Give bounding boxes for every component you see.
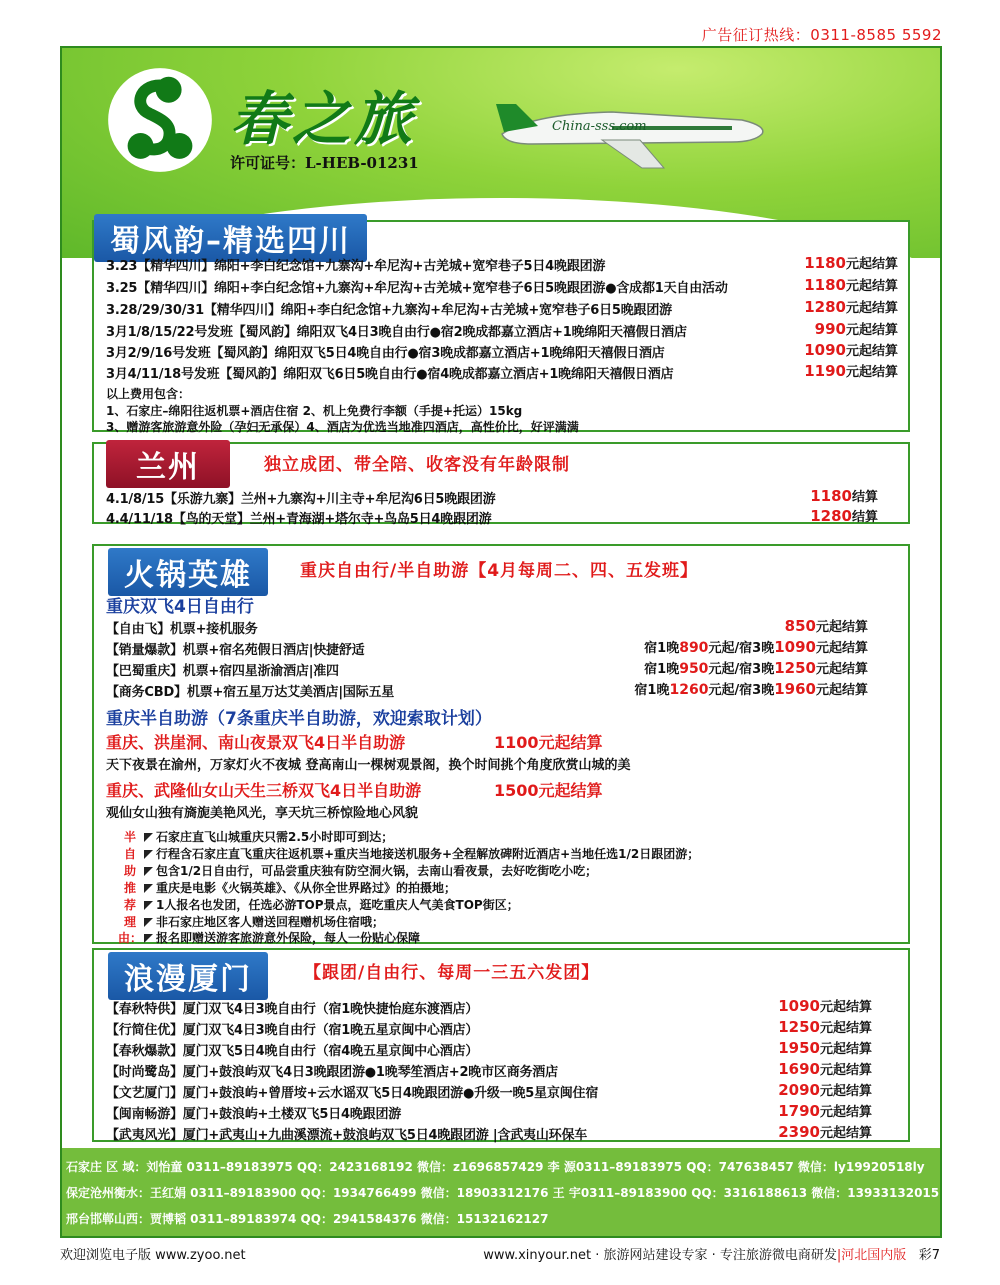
chongqing-free-price: 850元起结算	[784, 617, 868, 635]
rec-item: 非石家庄地区客人赠送回程赠机场住宿哦；	[144, 913, 384, 930]
triangle-bullet-icon	[144, 901, 153, 910]
triangle-bullet-icon	[144, 867, 153, 876]
sichuan-note: 以上费用包含：	[106, 387, 191, 401]
sichuan-price: 1090元起结算	[804, 341, 898, 359]
chongqing-tour2-title: 重庆、武隆仙女山天生三桥双飞4日半自助游	[106, 781, 422, 800]
sichuan-note: 1、石家庄–绵阳往返机票+酒店住宿 2、机上免费行李额（手提+托运）15kg	[106, 404, 523, 418]
contact-strip	[62, 1148, 940, 1236]
xiamen-row: 【武夷风光】厦门+武夷山+九曲溪漂流+鼓浪屿双飞5日4晚跟团游 |含武夷山环保车	[106, 1128, 588, 1143]
lanzhou-price: 1180结算	[810, 487, 878, 505]
page-number: 彩7	[918, 1248, 940, 1263]
xiamen-price: 1090元起结算	[778, 997, 872, 1015]
footer-site[interactable]: www.xinyour.net · 旅游网站建设专家 · 专注旅游微电商研发|河北国内版 彩7	[483, 1248, 940, 1263]
rec-item: 行程含石家庄直飞重庆往返机票+重庆当地接送机服务+全程解放碑附近酒店+当地任选1/2日跟团游；	[144, 845, 699, 862]
sichuan-row: 3月4/11/18号发班【蜀风韵】绵阳双飞6日5晚自由行●宿4晚成都嘉立酒店+1晚绵阳天禧假日酒店	[106, 367, 674, 382]
triangle-bullet-icon	[144, 884, 153, 893]
chongqing-banner: 火锅英雄	[108, 548, 268, 596]
rec-item: 石家庄直飞山城重庆只需2.5小时即可到达；	[144, 828, 393, 845]
sichuan-price: 1280元起结算	[804, 298, 898, 316]
xiamen-subtitle: 【跟团/自由行、每周一三五六发团】	[304, 963, 600, 983]
rec-item: 1人报名也发团，任选必游TOP景点，逛吃重庆人气美食TOP街区；	[144, 896, 519, 913]
sichuan-row: 3.25【精华四川】绵阳+李白纪念馆+九寨沟+牟尼沟+古羌城+宽窄巷子6日5晚跟团游●含成都1天自由活动	[106, 281, 728, 296]
flyer-frame	[60, 46, 942, 1238]
spring-logo-icon	[106, 66, 214, 174]
rec-item: 重庆是电影《火锅英雄》、《从你全世界路过》的拍摄地；	[144, 879, 456, 896]
rec-letter: 半	[124, 830, 137, 844]
section-xiamen	[92, 948, 910, 1142]
sichuan-row: 3月2/9/16号发班【蜀风韵】绵阳双飞5日4晚自由行●宿3晚成都嘉立酒店+1晚绵阳天禧假日酒店	[106, 346, 665, 361]
ad-hotline: 广告征订热线：0311-8585 5592	[701, 26, 942, 44]
footer-ebook[interactable]: 欢迎浏览电子版 www.zyoo.net	[60, 1248, 246, 1263]
sichuan-price: 1180元起结算	[804, 254, 898, 272]
section-lanzhou	[92, 442, 910, 527]
xiamen-banner: 浪漫厦门	[108, 952, 268, 1000]
xiamen-price: 1950元起结算	[778, 1039, 872, 1057]
rec-letter: 推	[124, 881, 137, 895]
rec-letter: 自	[124, 847, 137, 861]
sichuan-price: 1190元起结算	[804, 362, 898, 380]
triangle-bullet-icon	[144, 850, 153, 859]
contact-line: 石家庄 区 域：刘怡童 0311–89183975 QQ：2423168192 微信：z1696857429 李 源0311–89183975 QQ：747638457 微信：ly19920518ly	[66, 1160, 925, 1174]
xiamen-row: 【行简住优】厦门双飞4日3晚自由行（宿1晚五星京闽中心酒店）	[106, 1023, 479, 1038]
chongqing-tour1-price: 1100元起结算	[494, 733, 603, 752]
xiamen-row: 【春秋爆款】厦门双飞5日4晚自由行（宿4晚五星京闽中心酒店）	[106, 1044, 479, 1059]
chongqing-subtitle: 重庆自由行/半自助游【4月每周二、四、五发班】	[300, 561, 699, 581]
rec-letter: 由：	[118, 931, 143, 945]
chongqing-free-price: 宿1晚890元起/宿3晚1090元起结算	[644, 638, 868, 656]
plane-label: China-sss.com	[552, 119, 647, 134]
chongqing-free-price: 宿1晚1260元起/宿3晚1960元起结算	[634, 680, 868, 698]
triangle-bullet-icon	[144, 833, 153, 842]
chongqing-semi-title: 重庆半自助游（7条重庆半自助游，欢迎索取计划）	[106, 709, 492, 729]
chongqing-free-row: 【销量爆款】机票+宿名苑假日酒店|快捷舒适	[106, 643, 365, 658]
sichuan-price: 1180元起结算	[804, 276, 898, 294]
sichuan-note: 3、赠游客旅游意外险（孕妇无承保）4、酒店为优选当地准四酒店，高性价比，好评满满	[106, 420, 579, 434]
lanzhou-banner: 兰州	[106, 440, 230, 488]
chongqing-tour2-desc: 观仙女山独有旖旎美艳风光，享天坑三桥惊险地心风貌	[106, 806, 419, 821]
xiamen-row: 【时尚鹭岛】厦门+鼓浪屿双飞4日3晚跟团游●1晚琴笙酒店+2晚市区商务酒店	[106, 1065, 558, 1080]
brand-name: 春之旅	[230, 85, 417, 153]
lanzhou-row: 4.4/11/18【鸟的天堂】兰州+青海湖+塔尔寺+鸟岛5日4晚跟团游	[106, 512, 492, 527]
contact-line: 保定沧州衡水：王红娟 0311–89183900 QQ：1934766499 微信：18903312176 王 宇0311–89183900 QQ：3316188613 微信：13933132015	[66, 1186, 940, 1200]
xiamen-row: 【文艺厦门】厦门+鼓浪屿+曾厝垵+云水谣双飞5日4晚跟团游●升级一晚5星京闽住宿	[106, 1086, 599, 1101]
rec-letter: 理	[124, 915, 137, 929]
section-sichuan	[92, 220, 910, 432]
chongqing-free-title: 重庆双飞4日自由行	[106, 597, 254, 617]
sichuan-price: 990元起结算	[814, 320, 898, 338]
xiamen-price: 1690元起结算	[778, 1060, 872, 1078]
triangle-bullet-icon	[144, 918, 153, 927]
sichuan-banner: 蜀风韵–精选四川	[94, 214, 367, 262]
rec-letter: 荐	[124, 898, 137, 912]
sichuan-row: 3.28/29/30/31【精华四川】绵阳+李白纪念馆+九寨沟+牟尼沟+古羌城+宽窄巷子6日5晚跟团游	[106, 303, 672, 318]
section-chongqing	[92, 544, 910, 944]
xiamen-price: 2390元起结算	[778, 1123, 872, 1141]
triangle-bullet-icon	[144, 934, 153, 943]
xiamen-price: 2090元起结算	[778, 1081, 872, 1099]
sichuan-row: 3月1/8/15/22号发班【蜀风韵】绵阳双飞4日3晚自由行●宿2晚成都嘉立酒店+1晚绵阳天禧假日酒店	[106, 325, 687, 340]
xiamen-row: 【春秋特供】厦门双飞4日3晚自由行（宿1晚快捷怡庭东渡酒店）	[106, 1002, 479, 1017]
rec-item: 报名即赠送游客旅游意外保险，每人一份贴心保障	[144, 929, 420, 946]
chongqing-tour2-price: 1500元起结算	[494, 781, 603, 800]
lanzhou-price: 1280结算	[810, 507, 878, 525]
airplane-icon	[492, 82, 772, 172]
lanzhou-subtitle: 独立成团、带全陪、收客没有年龄限制	[264, 455, 570, 475]
xiamen-price: 1790元起结算	[778, 1102, 872, 1120]
sichuan-row: 3.23【精华四川】绵阳+李白纪念馆+九寨沟+牟尼沟+古羌城+宽窄巷子5日4晚跟团游	[106, 259, 606, 274]
chongqing-tour1-desc: 天下夜景在渝州，万家灯火不夜城 登高南山一棵树观景阁，换个时间挑个角度欣赏山城的美	[106, 758, 631, 773]
rec-item: 包含1/2日自由行，可品尝重庆独有防空洞火锅，去南山看夜景，去好吃街吃小吃；	[144, 862, 597, 879]
license-number: 许可证号：L-HEB-01231	[230, 154, 419, 172]
rec-letter: 助	[124, 864, 137, 878]
xiamen-price: 1250元起结算	[778, 1018, 872, 1036]
chongqing-free-price: 宿1晚950元起/宿3晚1250元起结算	[644, 659, 868, 677]
chongqing-free-row: 【商务CBD】机票+宿五星万达艾美酒店|国际五星	[106, 685, 395, 700]
xiamen-row: 【闽南畅游】厦门+鼓浪屿+土楼双飞5日4晚跟团游	[106, 1107, 402, 1122]
contact-line: 邢台邯郸山西：贾博韬 0311–89183974 QQ：2941584376 微信：15132162127	[66, 1212, 549, 1226]
chongqing-free-row: 【自由飞】机票+接机服务	[106, 622, 258, 637]
lanzhou-row: 4.1/8/15【乐游九寨】兰州+九寨沟+川主寺+牟尼沟6日5晚跟团游	[106, 492, 496, 507]
chongqing-tour1-title: 重庆、洪崖洞、南山夜景双飞4日半自助游	[106, 733, 406, 752]
chongqing-free-row: 【巴蜀重庆】机票+宿四星浙渝酒店|准四	[106, 664, 339, 679]
